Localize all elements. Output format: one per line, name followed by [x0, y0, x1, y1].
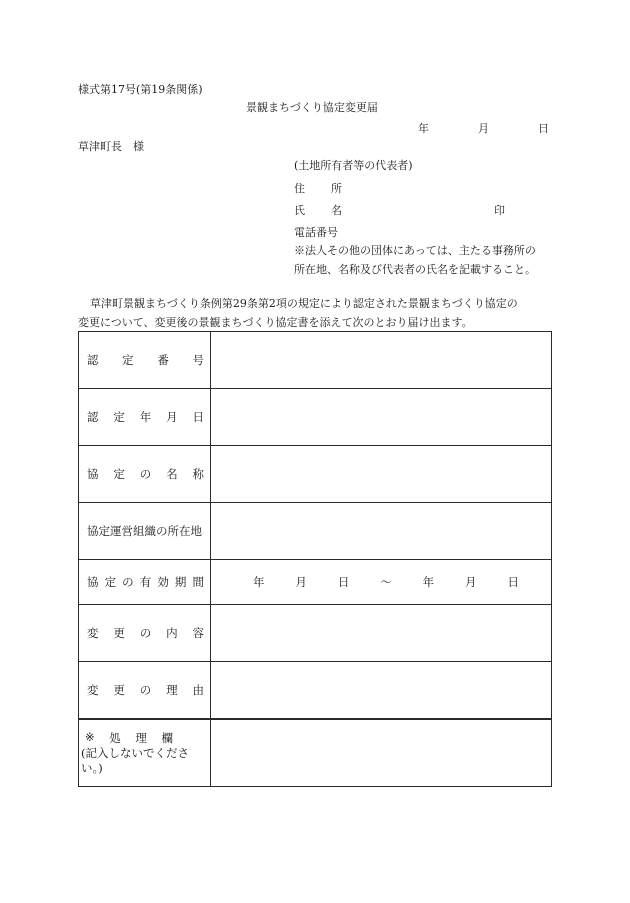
table-row [79, 719, 552, 787]
office-use-heading [85, 730, 173, 746]
date-month-label: 月 [478, 122, 489, 135]
submission-date [418, 120, 549, 136]
table-row [79, 503, 552, 560]
phone-label: 電話番号 [294, 226, 338, 239]
label-char: 名 [166, 467, 178, 481]
row-label [79, 560, 211, 605]
label-char: 容 [192, 626, 204, 640]
body-text-line2: 変更について、変更後の景観まちづくり協定書を添えて次のとおり届け出ます。 [78, 316, 473, 329]
address-label-char: 住 [294, 182, 305, 195]
name-label-char: 名 [331, 204, 342, 217]
table-row [79, 332, 552, 389]
address-label-char: 所 [331, 182, 342, 195]
certification-date-field[interactable] [211, 389, 552, 446]
period-char: 年 [253, 575, 265, 589]
agreement-name-field[interactable] [211, 446, 552, 503]
office-use-note-line1: (記入しないでくださ [81, 745, 189, 760]
date-day-label: 日 [538, 122, 549, 135]
label-char: 内 [166, 626, 178, 640]
label-char: 協 [87, 467, 99, 481]
row-label [79, 446, 211, 503]
label-char: 理 [166, 682, 178, 697]
office-use-label [79, 719, 211, 787]
label-char: 定 [113, 410, 125, 424]
applicant-heading: (土地所有者等の代表者) [294, 159, 413, 172]
row-label [79, 662, 211, 719]
corporate-note-line1: ※法人その他の団体にあっては、主たる事務所の [294, 244, 536, 257]
label-char: 称 [192, 467, 204, 481]
label-char: 欄 [161, 730, 173, 745]
label-char: の [139, 467, 152, 481]
change-reason-field[interactable] [211, 662, 552, 719]
row-label [79, 605, 211, 662]
change-content-field[interactable] [211, 605, 552, 662]
label-char: 有 [139, 575, 152, 589]
label-char: 月 [166, 410, 178, 424]
label-char: 認 [87, 353, 99, 367]
organization-location-field[interactable] [211, 503, 552, 560]
certification-number-field[interactable] [211, 332, 552, 389]
label-char: 効 [157, 575, 169, 589]
row-label [79, 389, 211, 446]
period-char: 〜 [380, 575, 392, 589]
seal-mark: 印 [494, 204, 505, 217]
address-label [294, 180, 342, 196]
label-char: 更 [113, 626, 125, 640]
label-char: の [139, 682, 152, 697]
label-char: 更 [113, 682, 125, 697]
form-number: 様式第17号(第19条関係) [78, 83, 203, 96]
office-use-field [211, 719, 552, 787]
row-label [79, 332, 211, 389]
period-char: 年 [422, 575, 435, 589]
period-char: 日 [507, 575, 519, 589]
label-char: 変 [87, 626, 99, 640]
table-row [79, 446, 552, 503]
label-char: 理 [135, 730, 147, 745]
name-label [294, 202, 342, 218]
name-label-char: 氏 [294, 204, 305, 217]
label-char: 協 [87, 575, 99, 589]
table-row [79, 662, 552, 719]
table-row [79, 389, 552, 446]
form-title: 景観まちづくり協定変更届 [246, 101, 378, 114]
label-text: 協定運営組織の所在地 [87, 524, 202, 538]
label-char: の [139, 626, 152, 640]
corporate-note-line2: 所在地、名称及び代表者の氏名を記載すること。 [294, 263, 536, 276]
label-char: 間 [192, 575, 204, 589]
label-char: 期 [174, 575, 187, 589]
period-char: 日 [337, 575, 350, 589]
label-char: 年 [139, 410, 152, 424]
label-char: 日 [192, 410, 204, 424]
label-char: 番 [157, 353, 169, 367]
date-year-label: 年 [418, 122, 429, 135]
label-char: 認 [87, 410, 99, 424]
period-char: 月 [465, 575, 477, 589]
label-char: の [122, 575, 134, 589]
period-char: 月 [295, 575, 307, 589]
table-row [79, 560, 552, 605]
body-text-line1: 草津町景観まちづくり条例第29条第2項の規定により認定された景観まちづくり協定の [90, 297, 518, 310]
label-char: 定 [122, 353, 134, 367]
validity-period-field[interactable] [211, 560, 552, 605]
label-char: ※ [85, 729, 95, 744]
addressee: 草津町長 様 [78, 140, 144, 153]
label-char: 定 [113, 467, 125, 481]
office-use-note-line2: い。) [81, 760, 103, 775]
row-label [79, 503, 211, 560]
label-char: 変 [87, 682, 99, 697]
notification-table [78, 331, 552, 787]
label-char: 処 [109, 730, 121, 745]
label-char: 由 [192, 682, 204, 697]
label-char: 号 [192, 353, 204, 367]
label-char: 定 [104, 575, 117, 589]
table-row [79, 605, 552, 662]
